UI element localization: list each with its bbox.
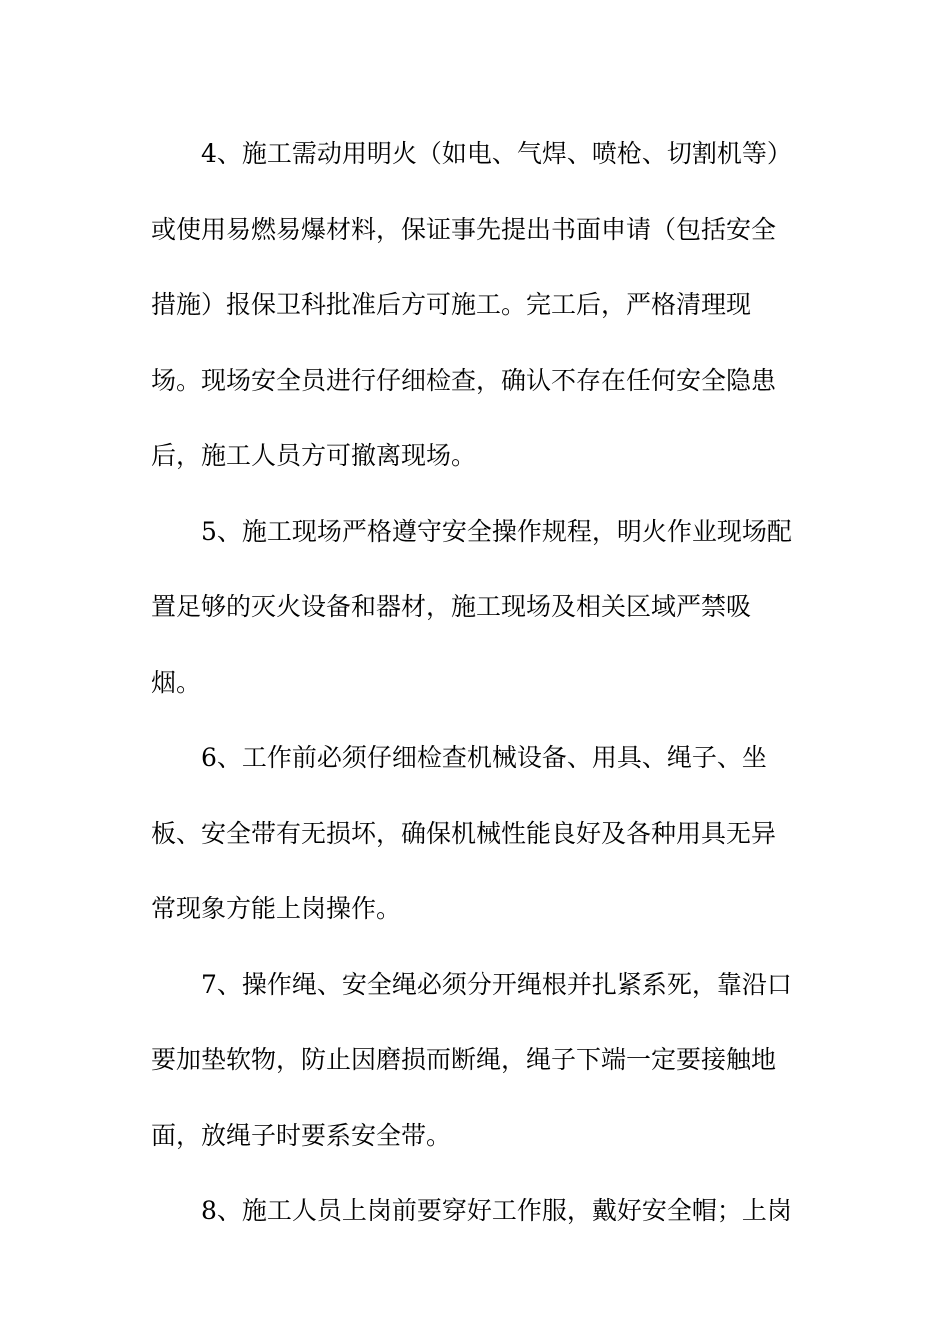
text-line-13: 要加垫软物，防止因磨损而断绳，绳子下端一定要接触地 [151, 1045, 777, 1074]
text-line-14: 面，放绳子时要系安全带。 [151, 1120, 452, 1150]
text-line-7: 置足够的灭火设备和器材，施工现场及相关区域严禁吸 [151, 592, 752, 621]
text-line-11: 常现象方能上岗操作。 [151, 894, 402, 923]
document-body [151, 116, 801, 1249]
text-line-15: 8、施工人员上岗前要穿好工作服，戴好安全帽；上岗 [201, 1196, 792, 1225]
text-line-4: 场。现场安全员进行仔细检查，确认不存在任何安全隐患 [151, 365, 777, 395]
text-line-12: 7、操作绳、安全绳必须分开绳根并扎紧系死，靠沿口 [201, 969, 792, 999]
text-line-9: 6、工作前必须仔细检查机械设备、用具、绳子、坐 [201, 743, 767, 772]
text-line-5: 后，施工人员方可撤离现场。 [151, 441, 477, 470]
text-line-3: 措施）报保卫科批准后方可施工。完工后，严格清理现 [151, 290, 752, 319]
text-line-6: 5、施工现场严格遵守安全操作规程，明火作业现场配 [201, 516, 792, 546]
text-line-1: 4、施工需动用明火（如电、气焊、喷枪、切割机等） [201, 139, 792, 168]
text-line-8: 烟。 [151, 667, 202, 697]
text-line-2: 或使用易燃易爆材料，保证事先提出书面申请（包括安全 [151, 214, 777, 244]
text-line-10: 板、安全带有无损坏，确保机械性能良好及各种用具无异 [151, 818, 777, 848]
